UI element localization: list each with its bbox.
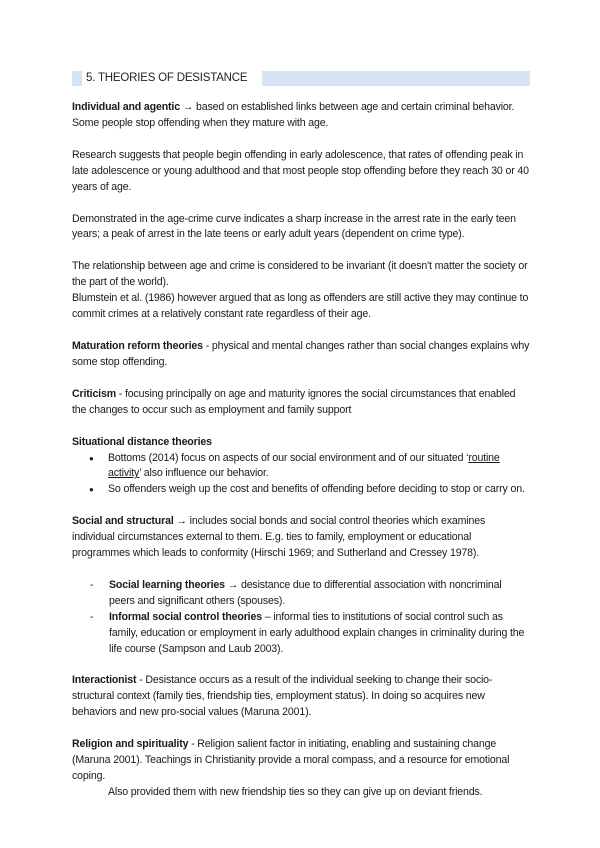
social-heading: Social and structural <box>72 515 174 528</box>
interactionist-text: - Desistance occurs as a result of the individual seeking to change their socio-structural context (family ties, friendship ties, employment status). In doing so acquires new behaviors and new pro-social values (Maruna 2001). <box>72 674 493 719</box>
routine-activity-link[interactable]: routine activity <box>108 451 500 480</box>
individual-heading: Individual and agentic <box>72 101 180 113</box>
research-paragraph: Research suggests that people begin offending in early adolescence, that rates of offending peak in late adolescence or young adulthood and that most people stop offending before they reach 30 or 40 years of age. <box>72 148 529 193</box>
list-item: ● So offenders weigh up the cost and benefits of offending before deciding to stop or carry on. <box>72 482 530 498</box>
social-dash-list <box>72 578 530 658</box>
religion-text: - Religion salient factor in initiating, enabling and sustaining change (Maruna 2001). Teachings in Christianity provide a moral compass, and a resource for emotional coping. <box>72 738 510 782</box>
social-text: includes social bonds and social control theories which examines individual circumstances external to them. E.g. ties to family, employment or educational programmes which leads to conformity (Hirschi 1969; and Sutherland and Cressey 1978). <box>72 515 486 560</box>
criticism-paragraph <box>72 387 530 419</box>
maturation-paragraph <box>72 339 530 371</box>
list-item: - Informal social control theories – informal ties to institutions of social control such as family, education or employment in early adulthood explain changes in criminality during the life course (Sampson and Laub 2003). <box>72 610 530 658</box>
blumstein-paragraph: Blumstein et al. (1986) however argued that as long as offenders are still active they may continue to commit crimes at a relatively constant rate regardless of their age. <box>72 292 529 321</box>
criticism-text: - focusing principally on age and maturity ignores the social circumstances that enabled the changes to occur such as employment and family support <box>72 387 516 416</box>
individual-text: based on established links between age and certain criminal behavior. Some people stop offending when they mature with age. <box>72 101 515 129</box>
maturation-text: - physical and mental changes rather than social changes explains why some stop offending. <box>72 339 530 368</box>
informal-social-control-heading: Informal social control theories <box>109 610 262 623</box>
arrow-glyph: → <box>179 101 196 113</box>
document-body <box>72 100 530 801</box>
arrow-glyph: → <box>224 578 241 591</box>
interactionist-heading: Interactionist <box>72 674 137 687</box>
arrow-glyph: → <box>173 515 190 528</box>
criticism-heading: Criticism <box>72 387 116 400</box>
maturation-heading: Maturation reform theories <box>72 339 203 352</box>
age-crime-curve-paragraph: Demonstrated in the age-crime curve indicates a sharp increase in the arrest rate in the early teen years; a peak of arrest in the late teens or early adult years (dependent on crime type). <box>72 212 516 241</box>
list-item: - Social learning theories → desistance due to differential association with noncriminal peers and significant others (spouses). <box>72 578 530 610</box>
social-learning-heading: Social learning theories <box>109 578 225 591</box>
religion-heading: Religion and spirituality <box>72 738 189 751</box>
situational-bullet-list <box>72 451 530 499</box>
interactionist-paragraph <box>72 673 530 721</box>
list-item: ● Bottoms (2014) focus on aspects of our social environment and of our situated ‘routine activity’ also influence our behavior. <box>72 451 530 483</box>
section-title: 5. THEORIES OF DESISTANCE <box>86 72 248 84</box>
religion-paragraph <box>72 737 530 785</box>
religion-paragraph-continued: Also provided them with new friendship ties so they can give up on deviant friends. <box>108 785 483 798</box>
social-paragraph <box>72 514 530 562</box>
invariant-paragraph: The relationship between age and crime is considered to be invariant (it doesn't matter the society or the part of the world). <box>72 260 528 289</box>
situational-heading: Situational distance theories <box>72 435 212 448</box>
individual-paragraph <box>72 100 530 132</box>
